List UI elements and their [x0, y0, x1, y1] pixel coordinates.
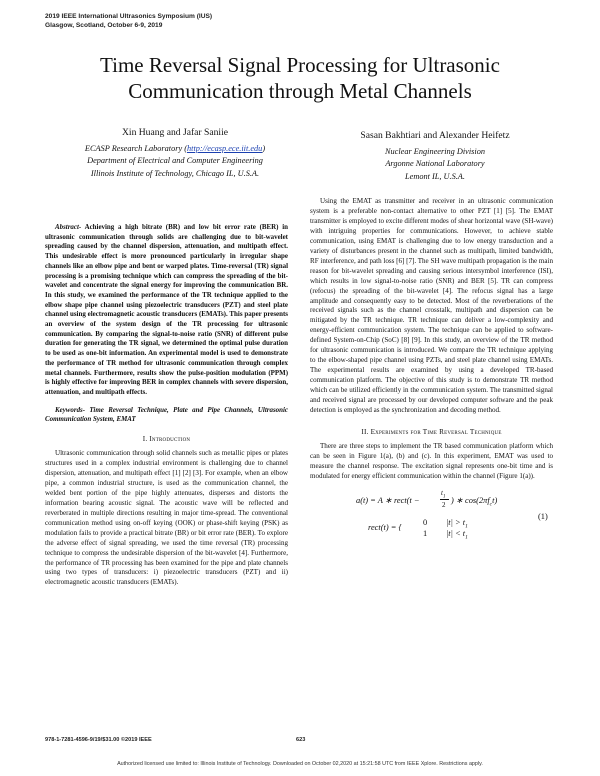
right-column	[310, 197, 553, 548]
footer-isbn: 978-1-7281-4596-9/19/$31.00 ©2019 IEEE	[45, 737, 152, 743]
title-line-1: Time Reversal Signal Processing for Ultrasonic	[100, 53, 500, 77]
section-2-title: Experiments for Time Reversal Technique	[370, 427, 502, 436]
intro-paragraph-continued: Using the EMAT as transmitter and receiver in an ultrasonic communication system is a preferable non-contact alternative to other PZT [1] [5]. The EMAT transmitter is employed to excite different modes of shear horizontal wave (SH-wave) with intriguing properties for communications. However, to achieve stable communication, using EMAT is challenging due to low energy transduction and a variety of disturbances present in the channel such as multipath, limited bandwidth, RF interference, and path loss [6] [7]. The SH wave multipath propagation is the main reason for bit-wavelet spreading and causing serious intersymbol interference (ISI), which results in low signal-to-noise ratio (SNR) and BER [5]. TR can compress (refocus) the spreading of the bit-wavelet [4]. The refocus signal has a large amplitude and consequently easy to be detected. Most of the reverberations of the received signals such as the channel crosstalk, multipath and dispersion can be mitigated by the TR technique. TR technique can deliver a low-complexity and energy-efficient communication system. The technique can be applied to software-defined System-on-Chip (SoC) [8] [9]. In this study, an overview of the TR method for ultrasonic communication is introduced. We compare the TR technique applying to the elbow-shaped pipe channel using PZTs, and steel plate channel using EMATs. The experimental results are examined by using a developed TR-based communication platform. The objective of this study is to demonstrate TR method which can be utilized efficiently in the communication system. The transmitted signal and received signal are processed by our developed computer software and the peak detection is employed as the synchronization and decoding method.	[310, 197, 553, 415]
affiliation-lab-prefix: ECASP Research Laboratory (	[84, 143, 187, 153]
eq-frac-num: $t_1$	[441, 488, 446, 500]
affiliation-lab-suffix: )	[262, 143, 266, 153]
section-1-paragraph: Ultrasonic communication through solid channels such as metallic pipes or plates structures used in a complex industrial environment is challenging due to channel dispersion, attenuation, and multipath effect [1] [2] [3]. For example, when an elbow pipe, a common industrial structure, is used as the communication channel, the welded bent portion of the pipe highly attenuates, disperses and distorts the information bearing acoustic signal. The acoustic wave will be reflected and reverberated in multiple directions resulting in major time-spread. The conventional communication method using on-off keying (OOK) or phase-shift keying (PSK) as modulation fails to provide a practical bitrate (BR) or bit error rate (BER). To explore the adverse effect of signal spreading, we used the time reversal (TR) processing technique to compress the undesirable dispersion of the bit-wavelet [4]. Furthermore, the performance of TR processing has been examined for the pipe and plate channels using two types of transducers: i) piezoelectric transducers (PZT) and ii) electromagnetic acoustic transducers (EMATs).	[45, 449, 288, 587]
author-names-left: Xin Huang and Jafar Saniie	[121, 127, 229, 138]
section-1-heading	[45, 435, 288, 445]
keywords	[45, 406, 288, 425]
paper-title	[30, 52, 570, 104]
eq-frac-bar	[440, 499, 449, 500]
conference-name: 2019 IEEE International Ultrasonics Symposium (IUS)	[45, 13, 213, 20]
author-names-right: Sasan Bakhtiari and Alexander Heifetz	[360, 130, 510, 141]
keywords-text: - Time Reversal Technique, Plate and Pipe Channels, Ultrasonic Communication System, EMAT	[45, 405, 288, 424]
affiliation-location: Lemont IL, U.S.A.	[405, 171, 465, 181]
section-1-number: I.	[142, 435, 148, 444]
keywords-label: Keywords	[55, 405, 83, 414]
left-column	[45, 223, 288, 588]
eq-case1-value: 0	[423, 517, 428, 527]
affiliation-institute: Illinois Institute of Technology, Chicago IL, U.S.A.	[90, 168, 260, 178]
eq-line1-rhs: ) ∗ $\cos(2\pi f_ct)$	[451, 495, 498, 508]
abstract-label: Abstract	[55, 223, 79, 231]
section-2-heading	[310, 428, 553, 438]
eq-line2-lhs: rect(t) = {	[368, 522, 402, 532]
eq-case1-condition: $|t| > t_1$	[446, 517, 468, 530]
affiliation-division: Nuclear Engineering Division	[384, 146, 485, 156]
conference-header	[45, 12, 212, 30]
affiliation-department: Department of Electrical and Computer Engineering	[87, 156, 263, 165]
equation-1	[310, 488, 553, 548]
eq-frac-den: 2	[442, 500, 446, 509]
eq-case2-value: 1	[423, 528, 428, 538]
license-notice: Authorized licensed use limited to: Illinois Institute of Technology. Downloaded on October 02,2020 at 15:21:58 UTC from IEEE Xplore. Restrictions apply.	[117, 761, 483, 767]
lab-website-link[interactable]: http://ecasp.ece.iit.edu	[186, 143, 263, 153]
eq-case2-condition: $|t| < t_1$	[446, 528, 468, 541]
authors-left	[50, 127, 300, 180]
equation-number: (1)	[538, 511, 548, 521]
section-2-number: II.	[361, 427, 369, 436]
conference-location: Glasgow, Scotland, October 6-9, 2019	[45, 22, 163, 29]
authors-right	[310, 130, 560, 183]
abstract	[45, 223, 288, 398]
affiliation-lab-argonne: Argonne National Laboratory	[385, 159, 485, 168]
section-2-paragraph: There are three steps to implement the TR based communication platform which can be seen in Figure 1(a), (b) and (c). In this experiment, EMAT was used to measure the channel response. The excitation signal represents one-bit time and is modulated for energy efficient communication within the channel (Figure 1(a)).	[310, 441, 553, 480]
page-number: 623	[296, 737, 306, 743]
affiliation-lab	[50, 143, 300, 156]
abstract-text: - Achieving a high bitrate (BR) and low bit error rate (BER) in ultrasonic communication through solids are challenging due to bit-wavelet spreading caused by the channel dispersion, attenuation, and multipath effect. This undesirable effect is more pronounced particularly in irregular shape channels like an elbow pipe and bent or warped plates. Time-reversal (TR) signal processing is a promising technique which can compress the spreading of the bit-wavelet and concentrate the signal energy for improving the communication BR. In this study, we examined the performance of the TR technique applied to the elbow shape pipe channel using piezoelectric transducers (PZT) and steel plate channel using electromagnetic acoustic transducers (EMATs). This paper presents an overview of the system design of the TR processing for ultrasonic communication. By comparing the signal-to-noise ratio (SNR) of different pulse duration for generating the TR signal, we determined the optimal pulse duration to be used as one-bit information. An experimental model is used to demonstrate the performance of TR method for ultrasonic communication through complex metal channels. Furthermore, results show the pulse-position modulation (PPM) is highly effective for improving BER in complex channels with severe dispersion, attenuation, and multipath effects.	[45, 223, 288, 396]
section-1-title: Introduction	[149, 435, 191, 444]
title-line-2: Communication through Metal Channels	[128, 79, 472, 103]
eq-line1-lhs: a(t) = A ∗ rect(t −	[356, 495, 420, 505]
